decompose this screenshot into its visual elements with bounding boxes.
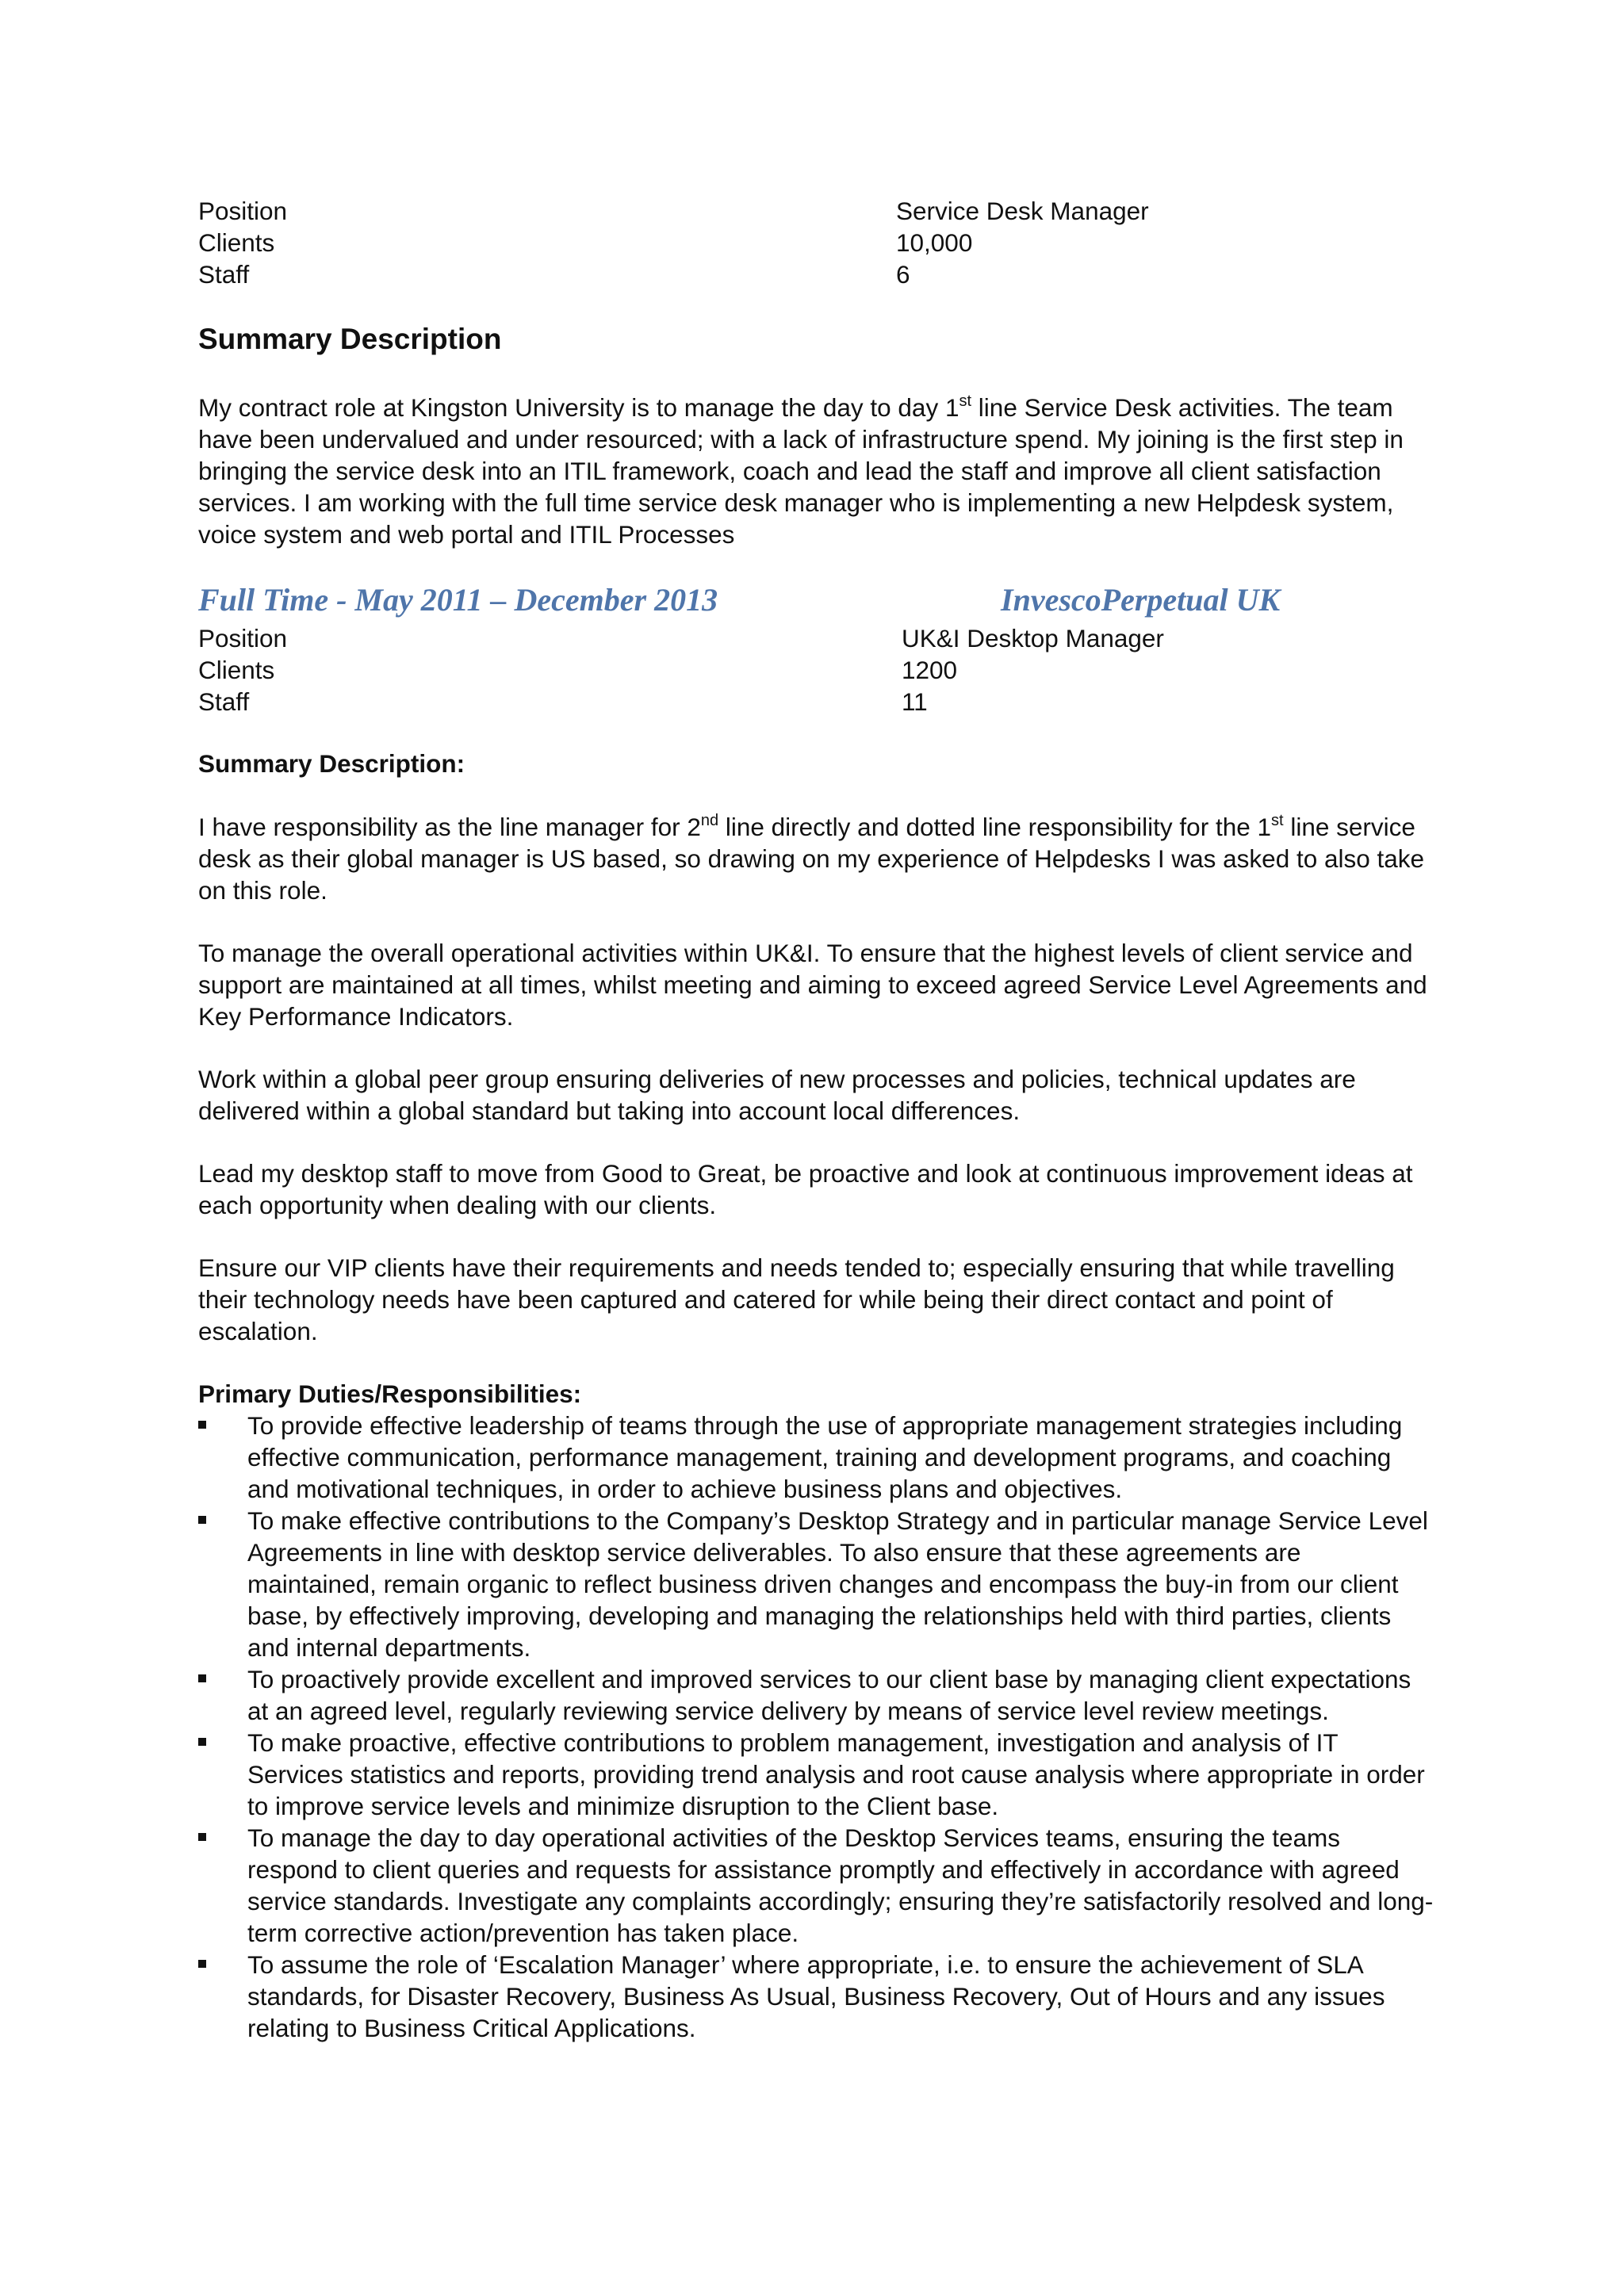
info-row-position: [198, 195, 1435, 227]
info-label: Clients: [198, 228, 275, 257]
bullet-square-icon: [198, 1674, 206, 1682]
list-item: To make effective contributions to the Company’s Desktop Strategy and in particular manage Service Level Agreements in line with desktop service deliverables. To also ensure that these agreements are maintained, remain organic to reflect business driven changes and encompass the buy-in from our client base, by effectively improving, developing and managing the relationships held with third parties, clients and internal departments.: [198, 1505, 1435, 1663]
summary-heading: Summary Description: [198, 323, 502, 355]
info-value: 10,000: [896, 228, 973, 257]
job-row-staff: [198, 686, 1435, 718]
job-value: 11: [902, 687, 928, 716]
summary-paragraph: My contract role at Kingston University is to manage the day to day 1st line Service Desk activities. The team have been undervalued and under resourced; with a lack of infrastructure spend. My joining is the first step in bringing the service desk into an ITIL framework, coach and lead the staff and improve all client satisfaction services. I am working with the full time service desk manager who is implementing a new Helpdesk system, voice system and web portal and ITIL Processes: [198, 392, 1404, 549]
list-item: To manage the day to day operational activities of the Desktop Services teams, ensuring the teams respond to client queries and requests for assistance promptly and effectively in accordance with agreed service standards. Investigate any complaints accordingly; ensuring they’re satisfactorily resolved and long-term corrective action/prevention has taken place.: [198, 1822, 1435, 1949]
responsibility-paragraph: I have responsibility as the line manager for 2nd line directly and dotted line responsibility for the 1st line service desk as their global manager is US based, so drawing on my experience of Helpdesks I was asked to also take on this role.: [198, 812, 1425, 905]
bullet-square-icon: [198, 1738, 206, 1746]
job-label: Position: [198, 624, 288, 652]
job-value: UK&I Desktop Manager: [902, 624, 1164, 652]
job-period: Full Time - May 2011 – December 2013: [198, 582, 718, 618]
job-header: [198, 581, 1435, 619]
job-label: Clients: [198, 656, 275, 684]
bullet-square-icon: [198, 1421, 206, 1429]
job-value: 1200: [902, 656, 958, 684]
operations-paragraph: To manage the overall operational activities within UK&I. To ensure that the highest levels of client service and support are maintained at all times, whilst meeting and aiming to exceed agreed Service Level Agreements and Key Performance Indicators.: [198, 939, 1427, 1031]
duties-heading: Primary Duties/Responsibilities:: [198, 1380, 582, 1408]
info-value: 6: [896, 260, 910, 289]
bullet-square-icon: [198, 1833, 206, 1841]
lead-staff-paragraph: Lead my desktop staff to move from Good to Great, be proactive and look at continuous improvement ideas at each opportunity when dealing with our clients.: [198, 1159, 1413, 1219]
list-item: To proactively provide excellent and improved services to our client base by managing client expectations at an agreed level, regularly reviewing service delivery by means of service level review meetings.: [198, 1663, 1435, 1727]
info-label: Staff: [198, 260, 250, 289]
summary-description-heading: Summary Description:: [198, 749, 465, 778]
info-label: Position: [198, 197, 288, 225]
bullet-square-icon: [198, 1516, 206, 1524]
list-item: To assume the role of ‘Escalation Manager’ where appropriate, i.e. to ensure the achievement of SLA standards, for Disaster Recovery, Business As Usual, Business Recovery, Out of Hours and any issues relating to Business Critical Applications.: [198, 1949, 1435, 2044]
job-label: Staff: [198, 687, 250, 716]
job-row-clients: [198, 654, 1435, 686]
job-row-position: [198, 622, 1435, 654]
duties-list: [198, 1410, 1435, 2044]
job-company: InvescoPerpetual UK: [1001, 582, 1281, 618]
info-value: Service Desk Manager: [896, 197, 1149, 225]
list-item: To make proactive, effective contributions to problem management, investigation and analysis of IT Services statistics and reports, providing trend analysis and root cause analysis where appropriate in order to improve service levels and minimize disruption to the Client base.: [198, 1727, 1435, 1822]
list-item: To provide effective leadership of teams through the use of appropriate management strategies including effective communication, performance management, training and development programs, and coaching and motivational techniques, in order to achieve business plans and objectives.: [198, 1410, 1435, 1505]
info-row-staff: [198, 258, 1435, 290]
resume-content: [198, 195, 1435, 2044]
bullet-square-icon: [198, 1960, 206, 1968]
global-peer-paragraph: Work within a global peer group ensuring deliveries of new processes and policies, technical updates are delivered within a global standard but taking into account local differences.: [198, 1065, 1356, 1125]
info-row-clients: [198, 227, 1435, 258]
vip-clients-paragraph: Ensure our VIP clients have their requirements and needs tended to; especially ensuring that while travelling their technology needs have been captured and catered for while being their direct contact and point of escalation.: [198, 1253, 1395, 1345]
